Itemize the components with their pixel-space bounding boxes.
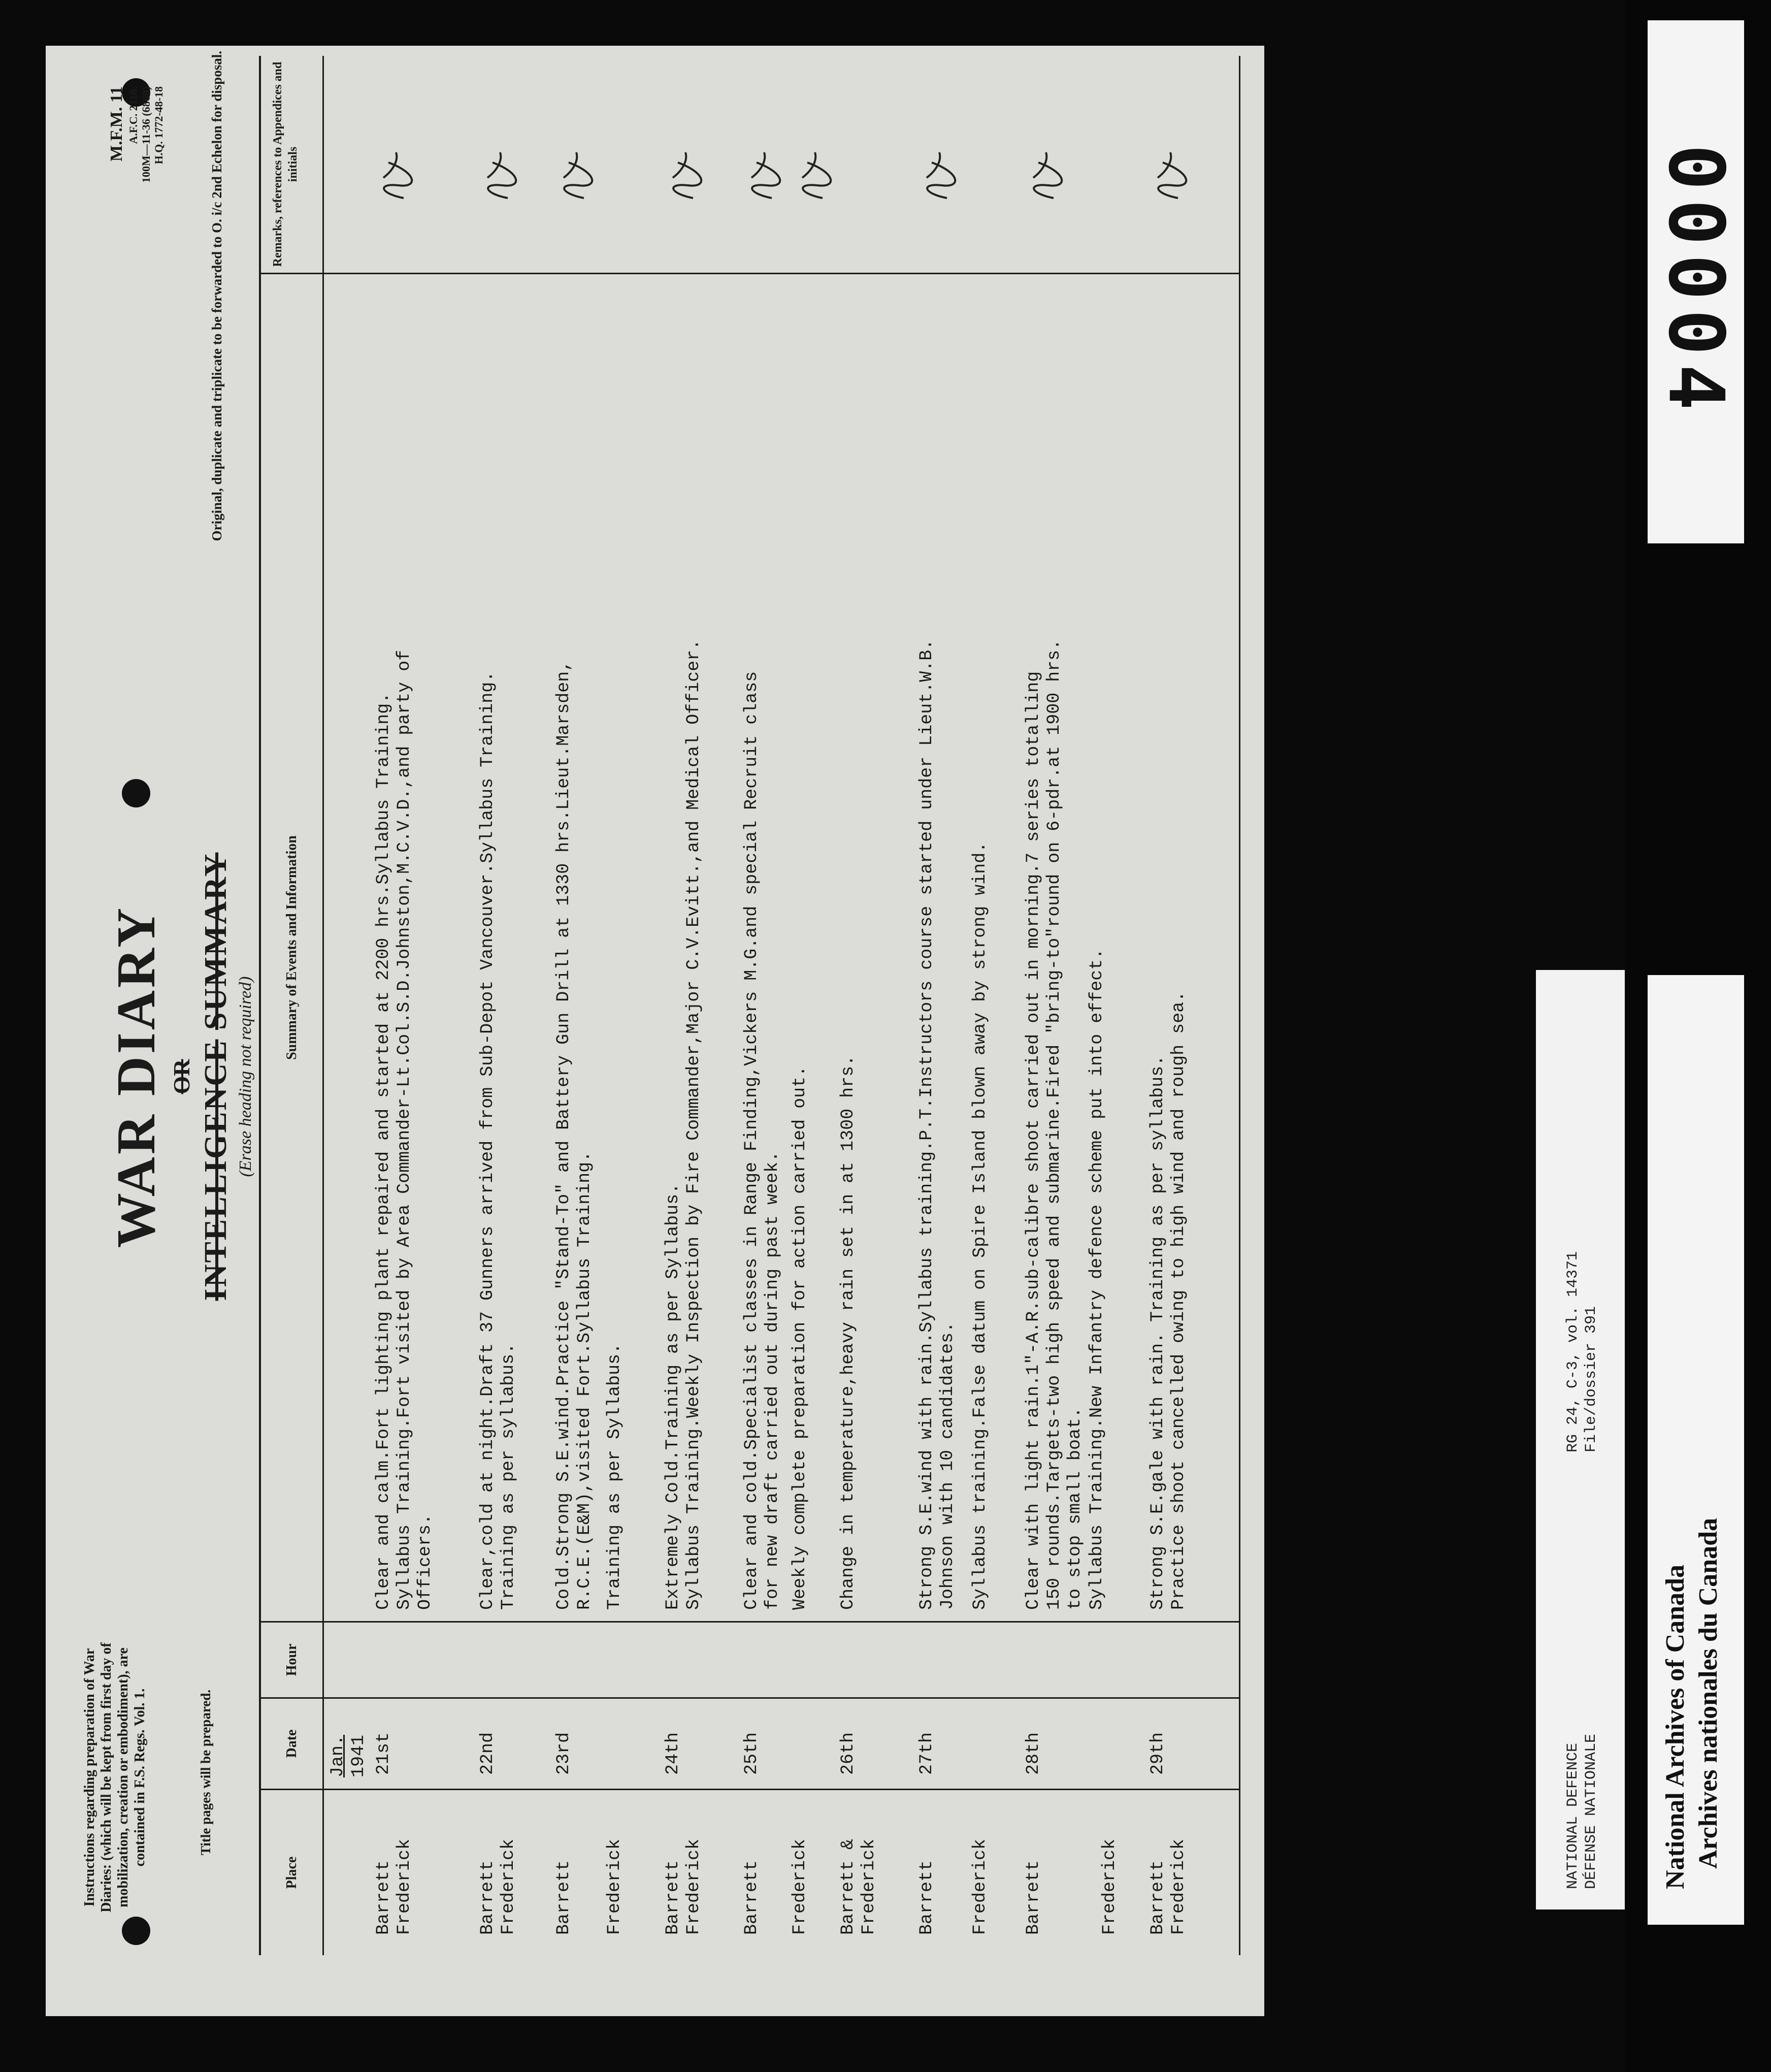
instructions-text: Instructions regarding preparation of War Diaries: (which will be kept from first day of mobilization, creation or embodiment), are contained in F.S. Regs. Vol. 1.: [82, 1642, 148, 1913]
entry-date: 29th: [1147, 1732, 1168, 1775]
column-header-date: Date: [284, 1729, 300, 1758]
title-pages-note: Title pages will be prepared.: [198, 1689, 213, 1856]
entry-summary: Training as per Syllabus.: [604, 1343, 625, 1610]
place-column-rule: [259, 1789, 1239, 1790]
war-diary-page: [46, 46, 1264, 2016]
form-code-line: A.F.C. 2118.: [127, 86, 140, 144]
form-code-line: H.Q. 1772-48-18: [152, 86, 165, 165]
entry-summary: Weekly complete preparation for action carried out.: [790, 1065, 810, 1610]
entry-summary: Extremely Cold.Training as per Syllabus. Syllabus Training.Weekly Inspection by Fire Commander,Major C.V.Evitt.,and Medical Officer.: [663, 639, 704, 1610]
entry-summary: Clear and cold.Specialist classes in Range Finding,Vickers M.G.and special Recruit class for new draft carried out during past week.: [741, 671, 782, 1610]
entry-summary: Strong S.E.wind with rain.Syllabus training.P.T.Instructors course started under Lieut.W.B. Johnson with 10 candidates.: [916, 639, 958, 1610]
entry-place: Barrett: [916, 1860, 937, 1935]
form-code: M.F.M. 11: [107, 86, 126, 161]
national-archives-label: [1648, 975, 1744, 1925]
archive-reference-line: File/dossier 391: [1583, 1306, 1600, 1452]
entry-place: Frederick: [1099, 1838, 1120, 1935]
handwritten-initials: [368, 147, 424, 208]
column-header-summary: Summary of Events and Information: [284, 835, 300, 1060]
entry-place: Barrett Frederick: [477, 1838, 518, 1935]
entry-summary: Clear with light rain.1"-A.R.sub-calibre shoot carried out in morning.7 series totalling 150 rounds.Targets-two high speed and submarine.Fired "bring-to"round on 6-pdr.at 1900 hrs. to stop small boat.: [1023, 639, 1085, 1610]
archive-reference-line: RG 24, C-3, vol. 14371: [1564, 1251, 1582, 1452]
date-month: Jan.: [327, 1734, 348, 1777]
archives-name-fr: Archives nationales du Canada: [1694, 1517, 1723, 1869]
entry-date: 26th: [838, 1732, 858, 1775]
handwritten-initials: [1142, 147, 1198, 208]
header-rule: [322, 56, 324, 1955]
column-header-hour: Hour: [284, 1643, 300, 1676]
entry-place: Barrett Frederick: [1147, 1838, 1189, 1935]
entry-summary: Cold.Strong S.E.wind.Practice "Stand-To" and Battery Gun Drill at 1330 hrs.Lieut.Marsden, R.C.E.(E&M),visited Fort.Syllabus Training.: [553, 660, 595, 1610]
hour-column-rule: [259, 1621, 1239, 1623]
entry-date: 25th: [741, 1732, 762, 1775]
entry-summary: Syllabus Training.New Infantry defence scheme put into effect.: [1087, 948, 1107, 1610]
entry-place: Barrett: [553, 1860, 574, 1935]
entry-place: Barrett: [1023, 1860, 1043, 1935]
column-header-place: Place: [284, 1856, 300, 1889]
erase-heading-note: (Erase heading not required): [236, 976, 255, 1177]
entry-summary: Clear and calm.Fort lighting plant repaired and started at 2200 hrs.Syllabus Training. Syllabus Training.Fort visited by Area Commander-Lt.Col.S.D.Johnston,M.C.V.D.,and party of Officers.: [373, 650, 435, 1610]
defence-label-line: NATIONAL DEFENCE: [1564, 1742, 1582, 1889]
entry-date: 22nd: [477, 1732, 498, 1775]
table-top-rule: [259, 56, 261, 1955]
entry-place: Barrett: [741, 1860, 762, 1935]
entry-place: Frederick: [970, 1838, 990, 1935]
entry-place: Frederick: [604, 1838, 625, 1935]
form-title-block: [107, 747, 257, 1407]
frame-number-stamp: [1648, 20, 1744, 543]
form-code-block: [107, 86, 165, 208]
defence-label-line: DÉFENSE NATIONALE: [1583, 1733, 1600, 1889]
summary-word: SUMMARY: [199, 852, 233, 1030]
entry-place: Barrett Frederick: [373, 1838, 414, 1935]
entry-summary: Syllabus training.False datum on Spire Island blown away by strong wind.: [970, 841, 990, 1610]
form-title-or: OR: [169, 1059, 194, 1094]
entry-place: Frederick: [790, 1838, 810, 1935]
entry-summary: Clear,cold at night.Draft 37 Gunners arrived from Sub-Depot Vancouver.Syllabus Training. Training as per syllabus.: [477, 671, 518, 1610]
entry-date: 24th: [663, 1732, 683, 1775]
entry-place: Barrett & Frederick: [838, 1838, 879, 1935]
entry-date: 21st: [373, 1732, 393, 1775]
form-subtitle: [197, 747, 235, 1407]
punch-hole-left: [122, 1917, 150, 1945]
handwritten-initials: [548, 147, 604, 208]
handwritten-initials: [787, 147, 843, 208]
entry-date: 27th: [916, 1732, 937, 1775]
entry-summary: Strong S.E.gale with rain. Training as per syllabus. Practice shoot cancelled owing to high wind and rough sea.: [1147, 991, 1189, 1610]
handwritten-initials: [911, 147, 967, 208]
handwritten-initials: [472, 147, 528, 208]
entry-date: 23rd: [553, 1732, 574, 1775]
table-bottom-rule: [1239, 56, 1240, 1955]
date-column-rule: [259, 1697, 1239, 1699]
column-header-remarks: Remarks, references to Appendices and initials: [271, 61, 300, 267]
entry-summary: Change in temperature,heavy rain set in at 1300 hrs.: [838, 1055, 858, 1610]
remarks-column-rule: [259, 273, 1239, 274]
handwritten-initials: [658, 147, 713, 208]
handwritten-initials: [736, 147, 792, 208]
entry-date: 28th: [1023, 1732, 1043, 1775]
form-code-line: 100M—11-36 (6860): [140, 86, 152, 183]
entry-place: Barrett Frederick: [663, 1838, 704, 1935]
intelligence-word: INTELLIGENCE: [199, 1039, 233, 1301]
frame-number: 00004: [1652, 144, 1741, 419]
archives-name-en: National Archives of Canada: [1661, 1565, 1690, 1889]
form-title: WAR DIARY: [106, 905, 167, 1248]
disposal-note: Original, duplicate and triplicate to be forwarded to O. i/c 2nd Echelon for disposal.: [209, 51, 224, 541]
date-year: 1941: [348, 1734, 369, 1777]
handwritten-initials: [1018, 147, 1074, 208]
war-diary-form: [46, 46, 1264, 2016]
